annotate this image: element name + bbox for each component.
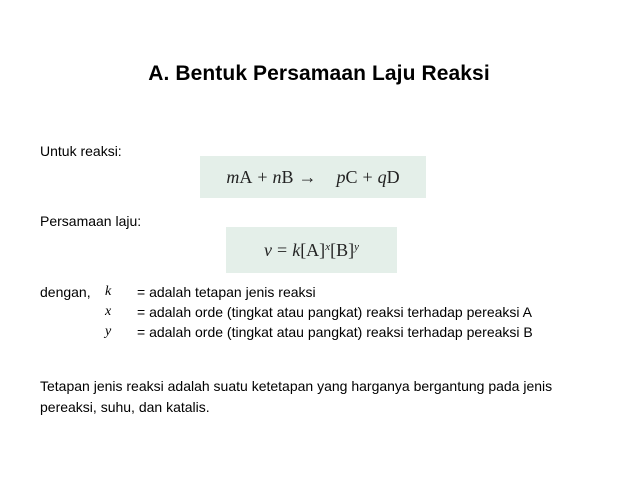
definition-description: = adalah orde (tingkat atau pangkat) reaksi terhadap pereaksi B — [137, 324, 533, 340]
rate-equation-box: v = k [A] $^x$ [B] $^y$ — [226, 227, 397, 273]
rate-label: Persamaan laju: — [40, 213, 142, 229]
conc-b: [B] — [330, 239, 355, 260]
plus-sign: + — [257, 166, 268, 187]
plus-sign: + — [362, 166, 373, 187]
coef-n: n — [272, 166, 282, 187]
definition-symbol: x — [105, 304, 112, 319]
reaction-arrow: → — [298, 166, 317, 187]
definition-description: = adalah orde (tingkat atau pangkat) reaksi terhadap pereaksi A — [137, 304, 532, 320]
coef-m: m — [226, 166, 240, 187]
species-d: D — [386, 166, 400, 187]
equals-sign: = — [277, 239, 288, 260]
species-b: B — [281, 166, 294, 187]
conc-a: [A] — [300, 239, 326, 260]
rate-v: v — [264, 239, 273, 260]
definition-description: = adalah tetapan jenis reaksi — [137, 284, 316, 300]
coef-p: p — [336, 166, 346, 187]
definitions-prefix: dengan, — [40, 284, 91, 300]
species-a: A — [239, 166, 253, 187]
species-c: C — [345, 166, 358, 187]
rate-constant-k: k — [292, 239, 301, 260]
coef-q: q — [377, 166, 387, 187]
definition-symbol: k — [105, 284, 112, 299]
reaction-label: Untuk reaksi: — [40, 143, 122, 159]
definition-symbol: y — [105, 324, 112, 339]
explanation-paragraph: Tetapan jenis reaksi adalah suatu ketetapan yang harganya bergantung pada jenis pereaksi, suhu, dan katalis. — [40, 378, 553, 415]
slide-title: A. Bentuk Persamaan Laju Reaksi — [148, 62, 490, 85]
reaction-equation-box — [200, 156, 426, 198]
